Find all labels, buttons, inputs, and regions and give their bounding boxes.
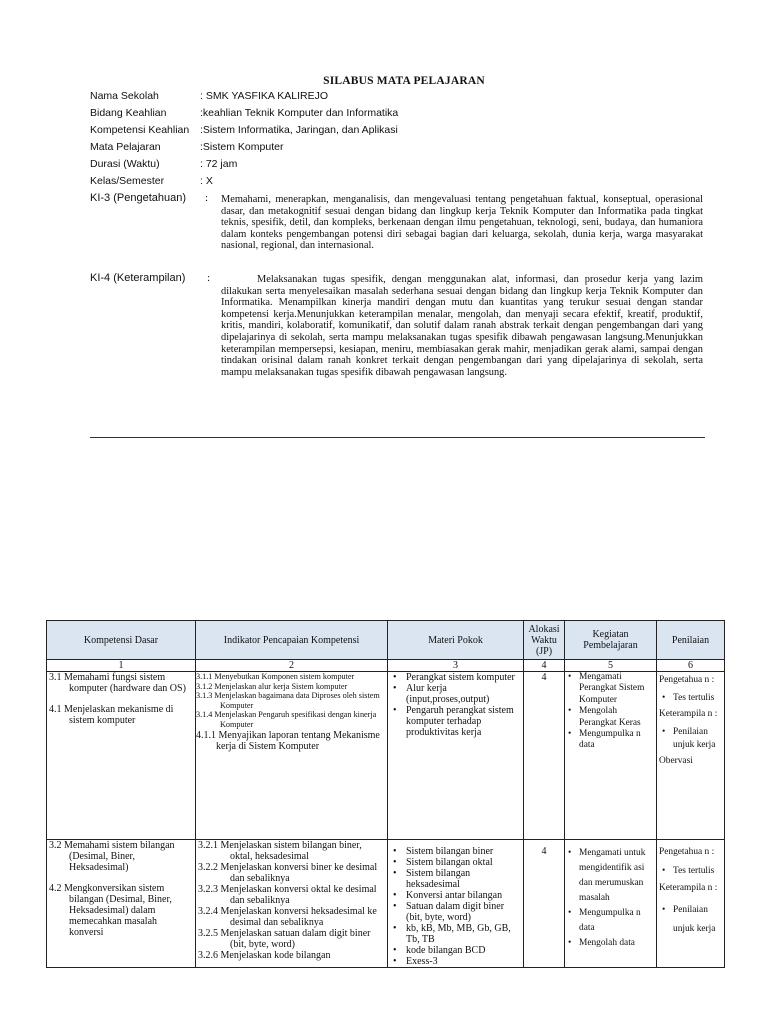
header-alokasi-waktu: Alokasi Waktu (JP) <box>524 621 565 660</box>
meta-value: : X <box>200 175 213 187</box>
kegiatan-item: • Mengumpulka n data <box>579 729 654 752</box>
materi-item: • kode bilangan BCD <box>406 945 521 956</box>
materi-cell <box>388 840 524 968</box>
meta-label: Bidang Keahlian <box>90 107 167 119</box>
header-kompetensi-dasar: Kompetensi Dasar <box>47 621 196 660</box>
meta-label: Mata Pelajaran <box>90 141 161 153</box>
alokasi-cell: 4 <box>524 840 565 968</box>
meta-label: Kelas/Semester <box>90 175 165 187</box>
document-title: SILABUS MATA PELAJARAN <box>323 75 485 87</box>
header-materi-pokok: Materi Pokok <box>388 621 524 660</box>
indikator-item: 3.2.4 Menjelaskan konversi heksadesimal ke desimal dan sebaliknya <box>198 906 377 928</box>
column-number: 3 <box>388 660 524 672</box>
horizontal-rule <box>90 437 705 438</box>
penilaian-heading: Keterampila n : <box>659 883 718 893</box>
meta-value: :Sistem Informatika, Jaringan, dan Aplikasi <box>200 124 398 136</box>
materi-item: • kb, kB, Mb, MB, Gb, GB, Tb, TB <box>406 923 521 945</box>
materi-item: • Sistem bilangan biner <box>406 846 521 857</box>
meta-label: Durasi (Waktu) <box>90 158 160 170</box>
header-kegiatan-pembelajaran: Kegiatan Pembelajaran <box>565 621 657 660</box>
indikator-item: 3.1.1 Menyebutkan Komponen sistem komputer <box>196 672 355 681</box>
materi-item: • Konversi antar bilangan <box>406 890 521 901</box>
ki3-text: Memahami, menerapkan, menganalisis, dan mengevaluasi tentang pengetahuan faktual, konseptual, operasional dasar, dan metakognitif sesuai dengan bidang dan lingkup kerja Teknik Komputer dan Informatika pada tingkat teknis, spesifik, detil, dan kompleks, berkenaan dengan ilmu pengetahuan, teknologi, seni, budaya, dan humaniora dalam konteks pengembangan potensi diri sebagai bagian dari keluarga, sekolah, dunia kerja, warga masyarakat nasional, regional, dan internasional. <box>221 194 703 252</box>
penilaian-cell <box>657 840 725 968</box>
ki3-label: KI-3 (Pengetahuan) <box>90 192 187 204</box>
kegiatan-item: • Mengamati Perangkat Sistem Komputer <box>579 672 654 706</box>
materi-item: • Exess-3 <box>406 956 521 967</box>
materi-item: • Sistem bilangan oktal <box>406 857 521 868</box>
materi-item: • Satuan dalam digit biner (bit, byte, word) <box>406 901 521 923</box>
meta-value: : 72 jam <box>200 158 238 170</box>
meta-value: : SMK YASFIKA KALIREJO <box>200 90 328 102</box>
meta-value: :Sistem Komputer <box>200 141 284 153</box>
materi-item: • Pengaruh perangkat sistem komputer terhadap produktivitas kerja <box>406 705 521 738</box>
indikator-item: 3.1.4 Menjelaskan Pengaruh spesifikasi dengan kinerja Komputer <box>196 710 377 729</box>
kegiatan-item: • Mengamati untuk mengidentifik asi dan merumuskan masalah <box>579 846 654 906</box>
ki4-colon: : <box>207 272 211 284</box>
header-indikator: Indikator Pencapaian Kompetensi <box>196 621 388 660</box>
materi-item: • Sistem bilangan heksadesimal <box>406 868 521 890</box>
materi-item: • Alur kerja (input,proses,output) <box>406 683 521 705</box>
meta-label: Kompetensi Keahlian <box>90 124 190 136</box>
kd-item: 3.1 Memahami fungsi sistem komputer (hardware dan OS) <box>49 672 186 694</box>
table-row <box>47 840 725 968</box>
indikator-item: 3.1.3 Menjelaskan bagaimana data Diproses oleh sistem Komputer <box>196 691 380 710</box>
alokasi-cell: 4 <box>524 672 565 840</box>
indikator-cell <box>196 840 388 968</box>
ki4-text: Melaksanakan tugas spesifik, dengan menggunakan alat, informasi, dan prosedur kerja yang lazim dilakukan serta menyelesaikan masalah sederhana sesuai dengan bidang dan lingkup kerja Teknik Komputer dan Informatika. Menampilkan kinerja mandiri dengan mutu dan kuantitas yang terukur sesuai dengan standar kompetensi kerja.Menunjukkan keterampilan menalar, mengolah, dan menyaji secara efektif, kreatif, produktif, kritis, mandiri, kolaboratif, komunikatif, dan solutif dalam ranah abstrak terkait dengan pengembangan dari yang dipelajarinya di sekolah, serta mampu melaksanakan tugas spesifik dibawah pengawasan langsung.Menunjukkan keterampilan mempersepsi, kesiapan, meniru, membiasakan gerak mahir, menjadikan gerak alami, sampai dengan tindakan orisinal dalam ranah konkret terkait dengan pengembangan dari yang dipelajarinya di sekolah, serta mampu melaksanakan tugas spesifik dibawah pengawasan langsung. <box>221 274 703 378</box>
penilaian-item: • Tes tertulis <box>673 865 722 878</box>
indikator-item: 3.2.3 Menjelaskan konversi oktal ke desimal dan sebaliknya <box>198 884 377 906</box>
column-number: 4 <box>524 660 565 672</box>
meta-label: Nama Sekolah <box>90 90 159 102</box>
penilaian-item: • Tes tertulis <box>673 692 722 705</box>
kd-cell <box>47 672 196 840</box>
table-row <box>47 672 725 840</box>
kegiatan-cell <box>565 672 657 840</box>
penilaian-heading: Keterampila n : <box>659 709 718 719</box>
table-header-row <box>47 621 725 660</box>
penilaian-heading: Pengetahua n : <box>659 675 715 685</box>
kegiatan-item: • Mengolah data <box>579 936 654 951</box>
kegiatan-item: • Mengolah Perangkat Keras <box>579 706 654 729</box>
kegiatan-cell <box>565 840 657 968</box>
penilaian-heading: Pengetahua n : <box>659 847 715 857</box>
indikator-cell <box>196 672 388 840</box>
kd-item: 4.2 Mengkonversikan sistem bilangan (Desimal, Biner, Heksadesimal) dalam memecahkan masalah konversi <box>49 883 172 938</box>
ki4-label: KI-4 (Keterampilan) <box>90 272 186 284</box>
indikator-item: 4.1.1 Menyajikan laporan tentang Mekanisme kerja di Sistem Komputer <box>196 729 380 752</box>
indikator-item: 3.2.6 Menjelaskan kode bilangan <box>198 950 331 961</box>
penilaian-item: Obervasi <box>659 756 693 766</box>
column-number: 2 <box>196 660 388 672</box>
column-number: 6 <box>657 660 725 672</box>
penilaian-item: • Penilaian unjuk kerja <box>673 901 722 939</box>
materi-cell <box>388 672 524 840</box>
ki3-colon: : <box>205 192 209 204</box>
materi-item: • Perangkat sistem komputer <box>406 672 521 683</box>
kegiatan-item: • Mengumpulka n data <box>579 906 654 936</box>
header-penilaian: Penilaian <box>657 621 725 660</box>
meta-value: :keahlian Teknik Komputer dan Informatika <box>200 107 399 119</box>
column-number: 1 <box>47 660 196 672</box>
kd-cell <box>47 840 196 968</box>
kd-item: 3.2 Memahami sistem bilangan (Desimal, Biner, Heksadesimal) <box>49 840 175 873</box>
indikator-item: 3.1.2 Menjelaskan alur kerja Sistem komputer <box>196 681 348 691</box>
penilaian-cell <box>657 672 725 840</box>
indikator-item: 3.2.1 Menjelaskan sistem bilangan biner, oktal, heksadesimal <box>198 840 362 862</box>
column-number-row <box>47 660 725 672</box>
column-number: 5 <box>565 660 657 672</box>
syllabus-table <box>46 620 725 968</box>
indikator-item: 3.2.2 Menjelaskan konversi biner ke desimal dan sebaliknya <box>198 862 378 884</box>
kd-item: 4.1 Menjelaskan mekanisme di sistem komputer <box>49 704 174 726</box>
indikator-item: 3.2.5 Menjelaskan satuan dalam digit biner (bit, byte, word) <box>198 928 371 950</box>
penilaian-item: • Penilaian unjuk kerja <box>673 726 722 752</box>
